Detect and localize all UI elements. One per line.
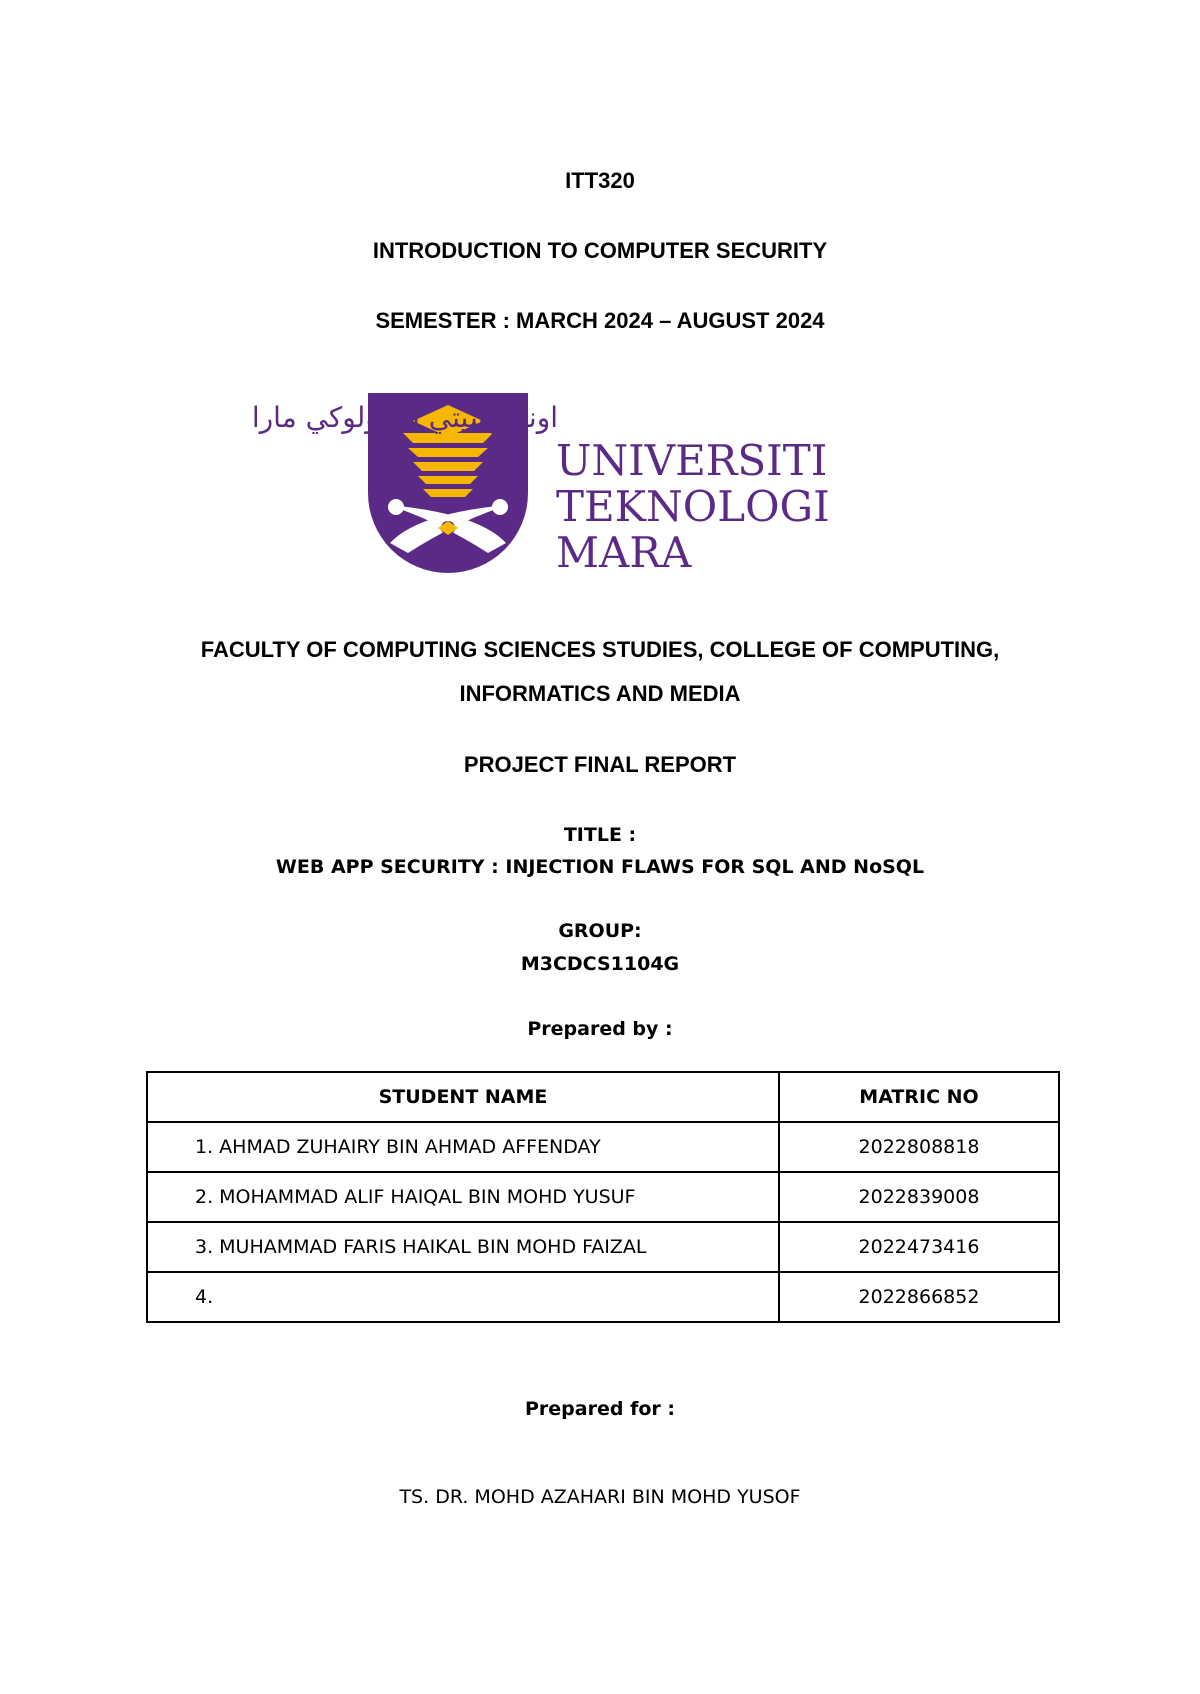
- matric-no: 2022839008: [779, 1172, 1059, 1222]
- table-row: [147, 1272, 1059, 1322]
- lecturer-name: TS. DR. MOHD AZAHARI BIN MOHD YUSOF: [399, 1486, 801, 1508]
- students-table: [146, 1071, 1060, 1323]
- matric-no: 2022473416: [779, 1222, 1059, 1272]
- logo-word-mara: MARA: [556, 528, 692, 577]
- course-code: ITT320: [565, 168, 635, 193]
- prepared-by-label: Prepared by :: [527, 1018, 673, 1040]
- faculty-line-1: FACULTY OF COMPUTING SCIENCES STUDIES, COLLEGE OF COMPUTING,: [200, 637, 1000, 662]
- title-value: WEB APP SECURITY : INJECTION FLAWS FOR SQL AND NoSQL: [275, 856, 925, 878]
- logo-word-teknologi: TEKNOLOGI: [556, 482, 830, 531]
- table-row: [147, 1222, 1059, 1272]
- student-name: 4.: [147, 1272, 779, 1322]
- faculty-line-2: INFORMATICS AND MEDIA: [459, 681, 741, 706]
- header-student-name: STUDENT NAME: [147, 1072, 779, 1122]
- logo-arabic-text: اونيورسيتي تيكنولوكي مارا: [251, 401, 558, 434]
- student-name: 1. AHMAD ZUHAIRY BIN AHMAD AFFENDAY: [147, 1122, 779, 1172]
- student-name: 3. MUHAMMAD FARIS HAIKAL BIN MOHD FAIZAL: [147, 1222, 779, 1272]
- student-name: 2. MOHAMMAD ALIF HAIQAL BIN MOHD YUSUF: [147, 1172, 779, 1222]
- matric-no: 2022808818: [779, 1122, 1059, 1172]
- group-value: M3CDCS1104G: [520, 953, 680, 975]
- uitm-logo: [251, 393, 848, 578]
- group-label: GROUP:: [558, 920, 642, 942]
- table-row: [147, 1122, 1059, 1172]
- prepared-for-label: Prepared for :: [525, 1398, 675, 1420]
- table-row: [147, 1172, 1059, 1222]
- semester: SEMESTER : MARCH 2024 – AUGUST 2024: [375, 308, 825, 333]
- report-type: PROJECT FINAL REPORT: [463, 752, 737, 777]
- table-header-row: [147, 1072, 1059, 1122]
- course-name: INTRODUCTION TO COMPUTER SECURITY: [372, 238, 828, 263]
- title-label: TITLE :: [563, 824, 637, 846]
- header-matric-no: MATRIC NO: [779, 1072, 1059, 1122]
- logo-word-universiti: UNIVERSITI: [556, 436, 828, 485]
- matric-no: 2022866852: [779, 1272, 1059, 1322]
